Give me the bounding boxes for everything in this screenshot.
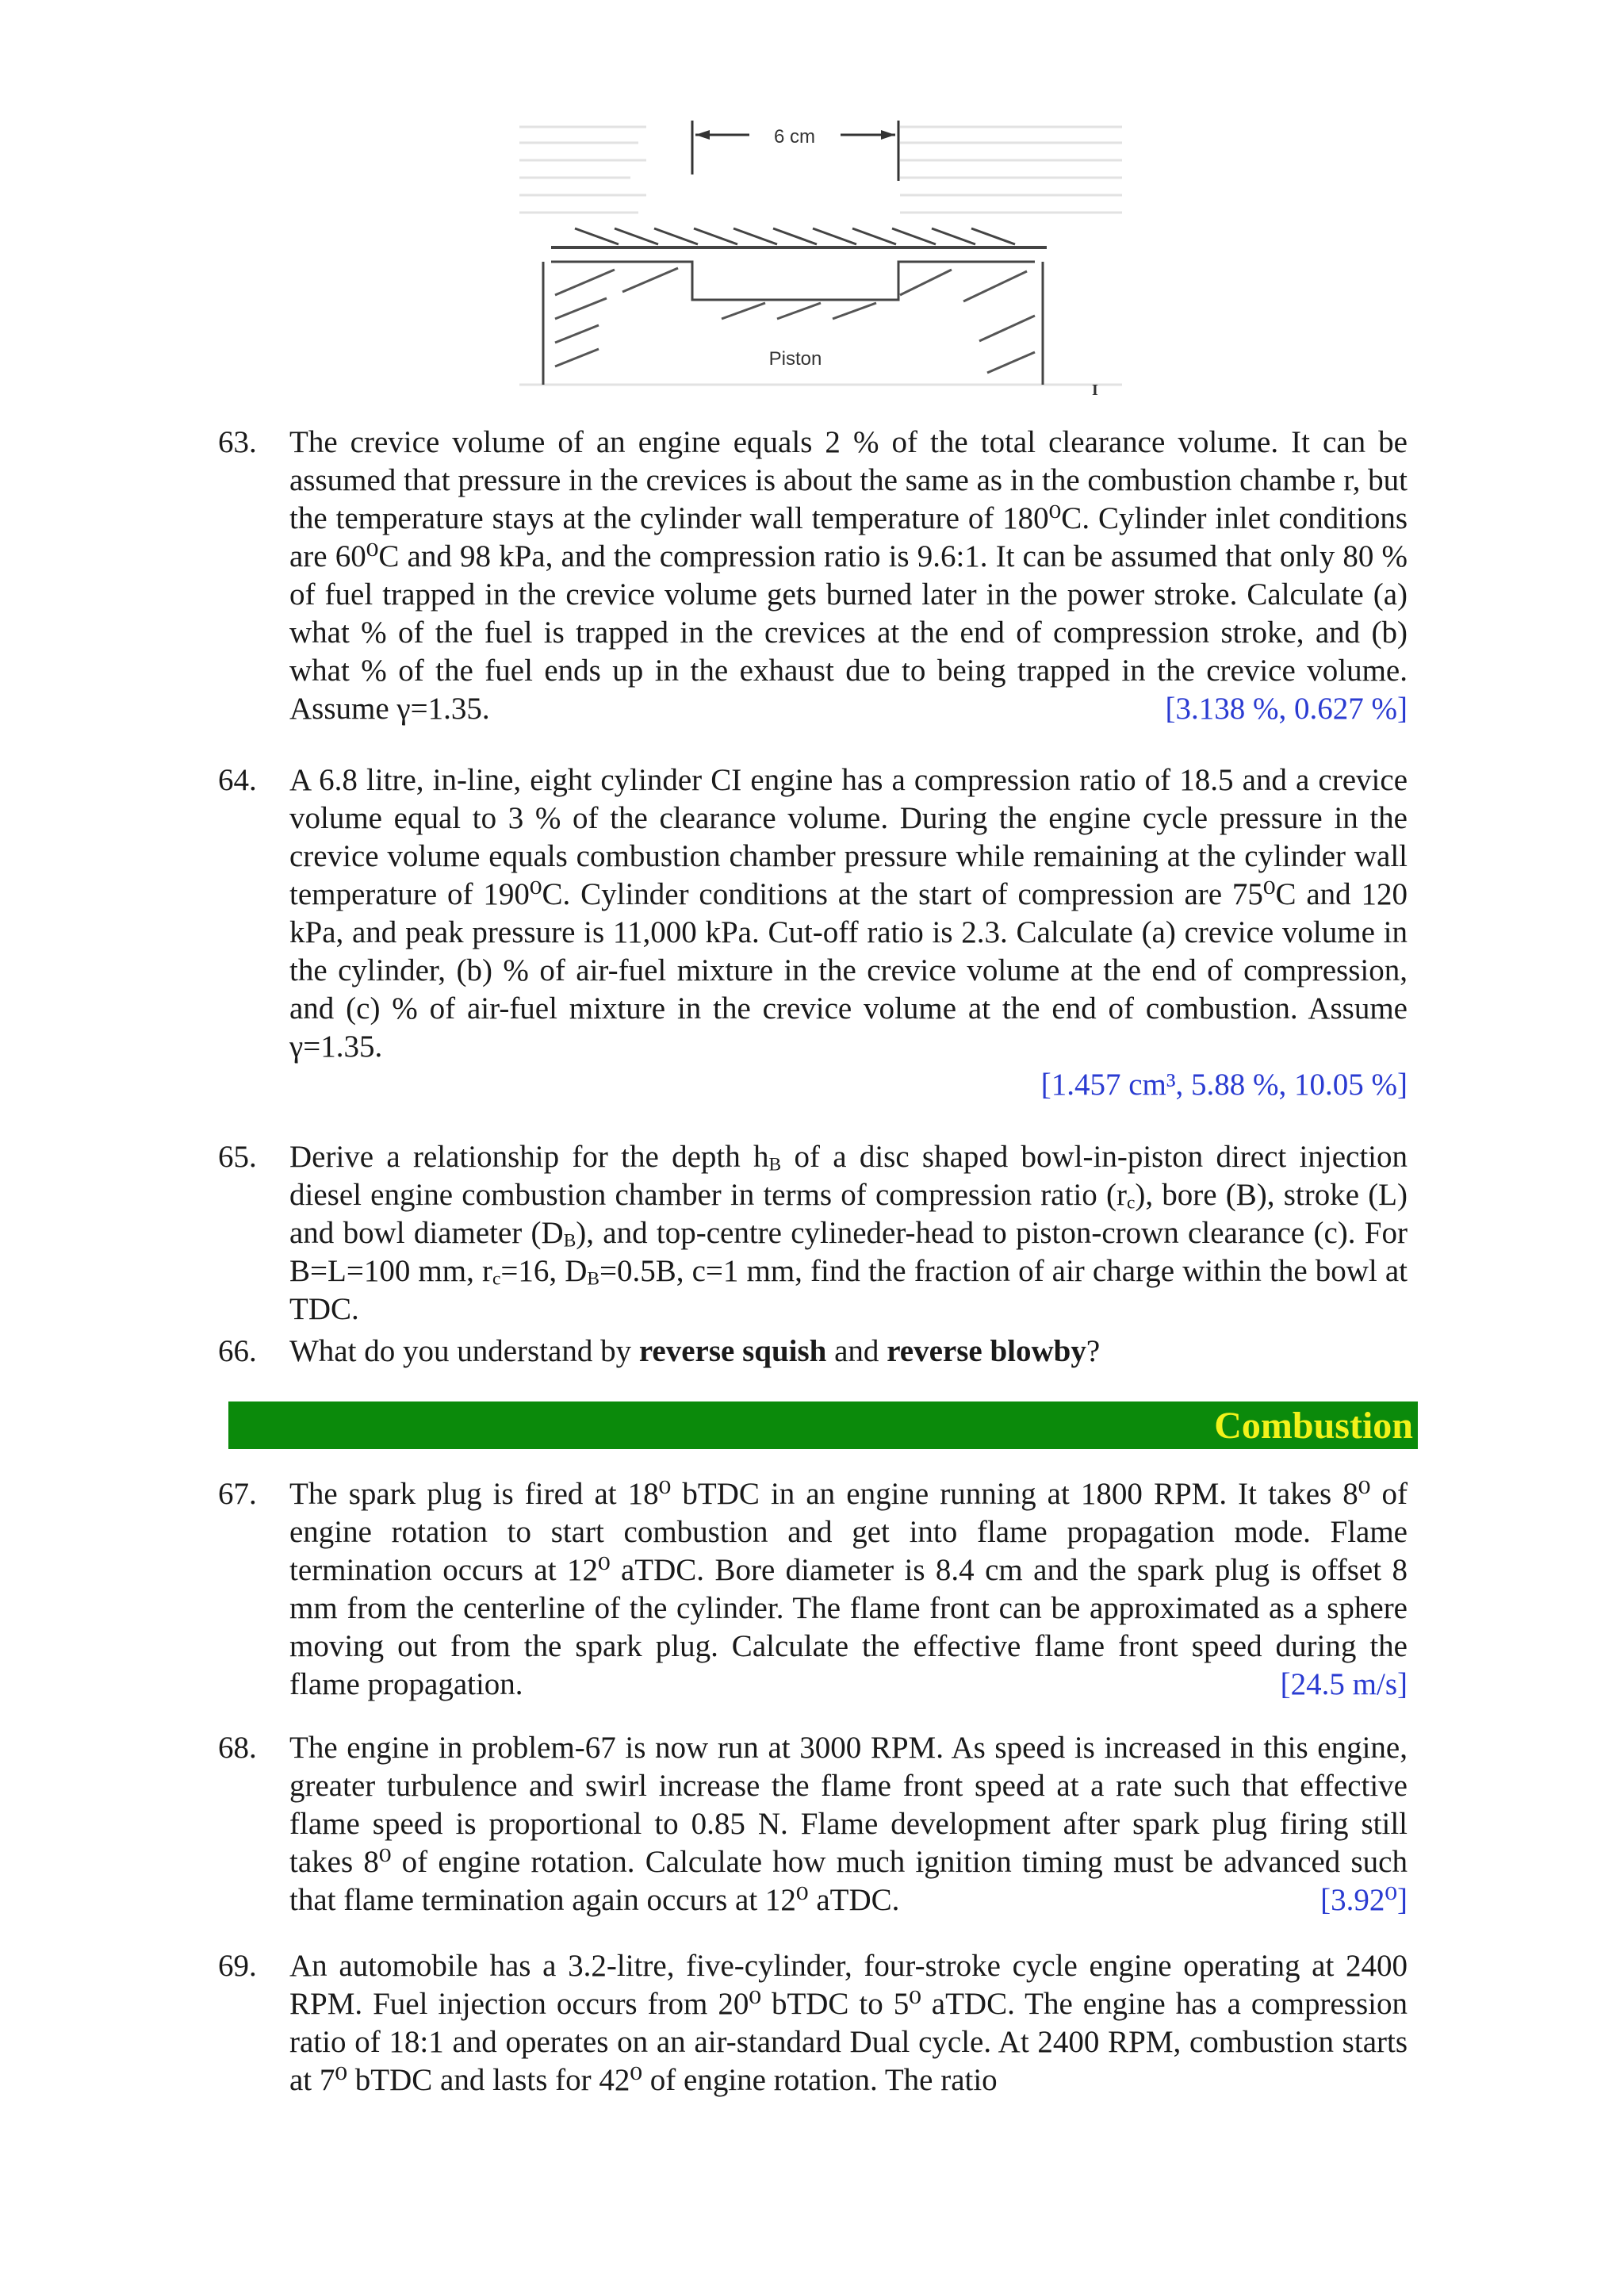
figure-mark: I — [1092, 382, 1098, 399]
text-run: of a disc shaped bowl-in-piston direct injection diesel engine combustion chamber in terms of compression ratio (r — [289, 1140, 1408, 1212]
question-number: 67. — [218, 1477, 257, 1511]
question-number: 65. — [218, 1140, 257, 1174]
answer: [3.92⁰] — [1320, 1883, 1408, 1917]
question-number: 63. — [218, 425, 257, 459]
bold-term: reverse blowby — [887, 1334, 1086, 1368]
question-number: 68. — [218, 1731, 257, 1765]
question-text: The spark plug is fired at 18⁰ bTDC in an engine running at 1800 RPM. It takes 8⁰ of engine rotation to start combustion and get into flame propagation mode. Flame termination occurs at 12⁰ aTDC. Bore diameter is 8.4 cm and the spark plug is offset 8 mm from the centerline of the cylinder. The flame front can be approximated as a sphere moving out from the spark plug. Calculate the effective flame front speed during the flame propagation. — [289, 1477, 1408, 1701]
piston-crevice-figure — [519, 111, 1122, 405]
subscript: B — [587, 1268, 599, 1290]
section-header-bar — [228, 1401, 1418, 1449]
text-run: Derive a relationship for the depth h — [289, 1140, 769, 1174]
question-number: 64. — [218, 763, 257, 797]
text-run: =0.5B, c=1 mm, find the fraction of air charge within the bowl at TDC. — [289, 1254, 1408, 1326]
question-66 — [218, 1332, 1408, 1371]
answer: [24.5 m/s] — [1280, 1667, 1408, 1701]
text-run: ? — [1086, 1334, 1101, 1368]
question-text — [289, 1332, 1408, 1371]
question-67 — [218, 1475, 1408, 1704]
question-text: The engine in problem-67 is now run at 3000 RPM. As speed is increased in this engine, greater turbulence and swirl increase the flame front speed at a rate such that effective flame speed is proportional to 0.85 N. Flame development after spark plug firing still takes 8⁰ of engine rotation. Calculate how much ignition timing must be advanced such that flame termination again occurs at 12⁰ aTDC. — [289, 1731, 1408, 1917]
question-68 — [218, 1729, 1408, 1919]
subscript: c — [1126, 1192, 1136, 1214]
question-64 — [218, 761, 1408, 1104]
subscript: B — [563, 1230, 576, 1252]
piston-label: Piston — [768, 348, 822, 370]
question-65 — [218, 1138, 1408, 1329]
dimension-label: 6 cm — [773, 126, 816, 148]
question-number: 69. — [218, 1949, 257, 1983]
text-run: =16, D — [500, 1254, 588, 1288]
section-title: Combustion — [1214, 1405, 1413, 1447]
text-run: ), and top-centre cylineder-head to piston-crown clearance (c). For B=L=100 mm, r — [289, 1216, 1408, 1288]
question-text: The crevice volume of an engine equals 2 % of the total clearance volume. It can be assumed that pressure in the crevices is about the same as in the combustion chambe r, but the temperature stays at the cylinder wall temperature of 180⁰C. Cylinder inlet conditions are 60⁰C and 98 kPa, and the compression ratio is 9.6:1. It can be assumed that only 80 % of fuel trapped in the crevice volume gets burned later in the power stroke. Calculate (a) what % of the fuel is trapped in the crevices at the end of compression stroke, and (b) what % of the fuel ends up in the exhaust due to being trapped in the crevice volume. Assume γ=1.35. — [289, 425, 1408, 726]
question-63 — [218, 424, 1408, 728]
subscript: B — [768, 1154, 782, 1175]
question-text — [289, 1138, 1408, 1329]
answer: [3.138 %, 0.627 %] — [1165, 692, 1408, 726]
text-run: ), bore (B), stroke (L) and bowl diameter (D — [289, 1178, 1408, 1250]
question-text: A 6.8 litre, in-line, eight cylinder CI engine has a compression ratio of 18.5 and a crevice volume equal to 3 % of the clearance volume. During the engine cycle pressure in the crevice volume equals combustion chamber pressure while remaining at the cylinder wall temperature of 190⁰C. Cylinder conditions at the start of compression are 75⁰C and 120 kPa, and peak pressure is 11,000 kPa. Cut-off ratio is 2.3. Calculate (a) crevice volume in the cylinder, (b) % of air-fuel mixture in the crevice volume at the end of compression, and (c) % of air-fuel mixture in the crevice volume at the end of combustion. Assume γ=1.35. — [289, 763, 1408, 1064]
question-number: 66. — [218, 1334, 257, 1368]
text-run: What do you understand by — [289, 1334, 639, 1368]
question-69 — [218, 1947, 1408, 2099]
answer: [1.457 cm³, 5.88 %, 10.05 %] — [1040, 1068, 1408, 1102]
bold-term: reverse squish — [638, 1334, 827, 1368]
text-run: and — [826, 1334, 887, 1368]
subscript: c — [492, 1268, 501, 1290]
question-text: An automobile has a 3.2-litre, five-cylinder, four-stroke cycle engine operating at 2400 RPM. Fuel injection occurs from 20⁰ bTDC to 5⁰ aTDC. The engine has a compression ratio of 18:1 and operates on an air-standard Dual cycle. At 2400 RPM, combustion starts at 7⁰ bTDC and lasts for 42⁰ of engine rotation. The ratio — [289, 1949, 1408, 2097]
